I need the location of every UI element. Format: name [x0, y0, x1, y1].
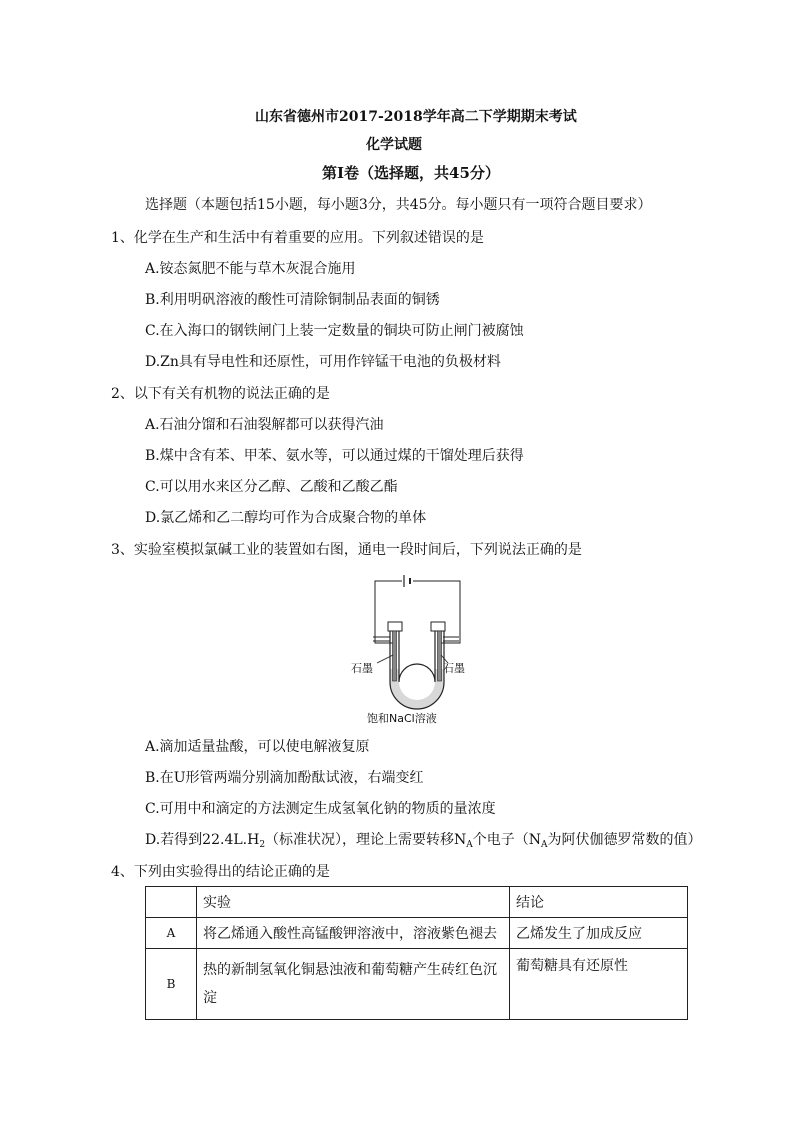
q3-d-part1: D.若得到22.4L.H [145, 832, 260, 848]
subject-title: 化学试题 [366, 137, 422, 153]
row-a-conclusion: 乙烯发生了加成反应 [510, 918, 688, 949]
q1-stem: 1、化学在生产和生活中有着重要的应用。下列叙述错误的是 [111, 230, 484, 246]
q3-option-d [145, 831, 702, 849]
u-tube-inner [399, 631, 435, 682]
q3-d-sub3: A [541, 840, 548, 850]
u-tube-cell-svg [351, 577, 470, 727]
q2-option-c: C.可以用水来区分乙醇、乙酸和乙酸乙酯 [145, 479, 398, 495]
q3-d-sub1: 2 [259, 840, 266, 850]
q3-option-a: A.滴加适量盐酸，可以使电解液复原 [145, 739, 370, 755]
q3-d-sub2: A [466, 840, 473, 850]
header-cell-conclusion: 结论 [510, 887, 688, 918]
q3-stem: 3、实验室模拟氯碱工业的装置如右图，通电一段时间后，下列说法正确的是 [111, 542, 582, 558]
q3-option-b: B.在U形管两端分别滴加酚酞试液，右端变红 [145, 770, 424, 786]
q1-option-b: B.利用明矾溶液的酸性可清除铜制品表面的铜锈 [145, 292, 440, 308]
label-graphite-left: 石墨 [351, 662, 373, 675]
section-title: 第Ⅰ卷（选择题，共45分） [322, 164, 500, 182]
table-header-row [146, 887, 688, 918]
left-stopper [388, 622, 402, 631]
nacl-solution [390, 669, 444, 709]
right-graphite-electrode [438, 631, 442, 681]
exam-title: 山东省德州市2017-2018学年高二下学期期末考试 [255, 109, 577, 125]
right-stopper [431, 622, 445, 631]
row-label-a: A [146, 918, 197, 949]
q3-d-part2: （标准状况），理论上需要转移N [265, 832, 467, 848]
q2-stem: 2、以下有关有机物的说法正确的是 [111, 386, 330, 402]
q2-option-a: A.石油分馏和石油裂解都可以获得汽油 [145, 417, 384, 433]
q4-table [145, 886, 688, 1020]
q3-option-c: C.可用中和滴定的方法测定生成氢氧化钠的物质的量浓度 [145, 801, 496, 817]
q3-d-part4: 为阿伏伽德罗常数的值） [547, 832, 702, 848]
q4-stem: 4、下列由实验得出的结论正确的是 [111, 864, 330, 880]
left-graphite-electrode [393, 631, 397, 681]
q2-option-b: B.煤中含有苯、甲苯、氨水等，可以通过煤的干馏处理后获得 [145, 448, 524, 464]
row-label-b: B [146, 949, 197, 1020]
q1-option-a: A.铵态氮肥不能与草木灰混合施用 [145, 261, 356, 277]
label-graphite-right: 石墨 [443, 662, 465, 675]
q1-option-c: C.在入海口的钢铁闸门上装一定数量的铜块可防止闸门被腐蚀 [145, 323, 524, 339]
table-row [146, 949, 688, 1020]
q2-option-d: D.氯乙烯和乙二醇均可作为合成聚合物的单体 [145, 510, 427, 526]
q3-d-part3: 个电子（N [472, 832, 542, 848]
header-cell-experiment: 实验 [197, 887, 510, 918]
instructions: 选择题（本题包括15小题，每小题3分，共45分。每小题只有一项符合题目要求） [145, 197, 652, 213]
row-b-conclusion: 葡萄糖具有还原性 [510, 949, 688, 1020]
q1-option-d: D.Zn具有导电性和还原性，可用作锌锰干电池的负极材料 [145, 354, 501, 370]
figure-caption: 饱和NaCl溶液 [367, 712, 437, 725]
header-cell-blank [146, 887, 197, 918]
row-a-experiment: 将乙烯通入酸性高锰酸钾溶液中，溶液紫色褪去 [197, 918, 510, 949]
electrolysis-diagram [351, 577, 470, 727]
row-b-experiment: 热的新制氢氧化铜悬浊液和葡萄糖产生砖红色沉淀 [197, 949, 510, 1020]
table-row [146, 918, 688, 949]
